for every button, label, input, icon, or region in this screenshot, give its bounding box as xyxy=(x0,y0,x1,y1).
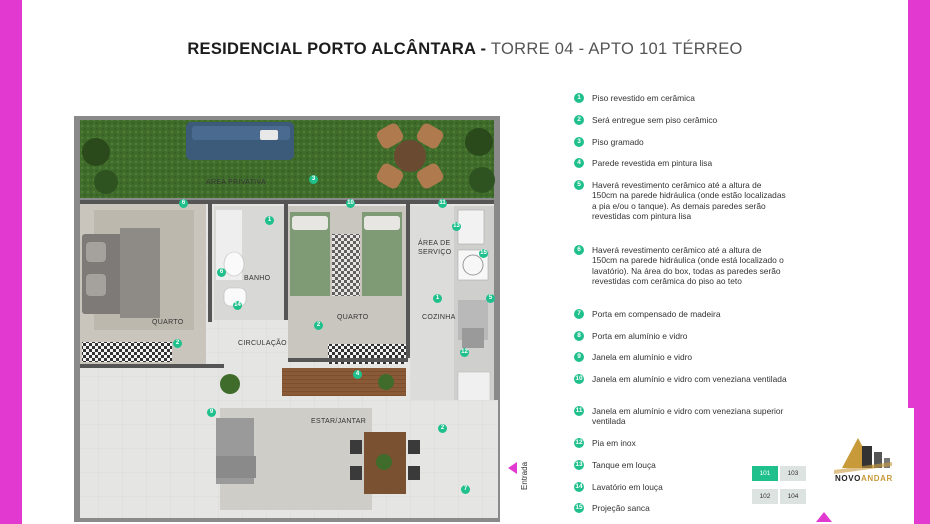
plan-marker: 13 xyxy=(453,223,460,229)
plan-marker: 11 xyxy=(439,200,446,206)
label-quarto-1: QUARTO xyxy=(152,319,184,326)
rug-icon xyxy=(332,234,360,296)
unit-102[interactable]: 102 xyxy=(752,489,778,504)
label-estar-jantar: ESTAR/JANTAR xyxy=(311,418,367,425)
plan-marker: 2 xyxy=(173,339,182,348)
label-circulacao: CIRCULAÇÃO xyxy=(238,340,287,347)
page: RESIDENCIAL PORTO ALCÂNTARA - TORRE 04 - APTO 101 TÉRREO AREA PRIVATIVA QUARTO BANHO CIRCULAÇÃO QUARTO ÁREA DE SERVIÇO COZINHA ESTAR/JANTAR 3 6 1 10 11 13 15 5 6 14 2 2 1 12 4 9 2 7 Entrada 1 Piso revestido em cerâmica 2 Será entregue sem piso cerâmico 3 Piso gramado 4 Parede revestida em pintura lisa 5 Haverá revestimento cerâmico até a altura de 150cm na parede hidráulica (onde estão localizadas a pia e/ou o tanque). As demais paredes serão revestidas com pintura lisa 6 Haverá revestimento cerâmico até a altura de 150cm na parede hidráulica (onde está localizado o lavatório). Na área do box, todas as paredes serão revestidas com cerâmica do piso ao teto 7 Porta em compensado de madeira 8 Porta em alumínio e vidro 9 Janela em alumínio e vidro 10 Janela em alumínio e vidro com veneziana ventilada 11 Janela em alumínio e vidro com veneziana superior ventilada 12 Pia em inox 13 Tanque em louça 14 Lavatório em louça 15 Projeção sanca 101 103 102 104 NOVOANDAR xyxy=(0,0,930,524)
logo-card xyxy=(812,408,914,524)
plant-icon xyxy=(220,374,240,394)
label-banho: BANHO xyxy=(244,275,271,282)
logo-part-2: ANDAR xyxy=(860,474,893,483)
plan-marker: 1 xyxy=(433,294,442,303)
left-pink-border xyxy=(0,0,22,524)
logo-text xyxy=(835,474,893,483)
sink-icon xyxy=(462,328,484,348)
label-area-servico-1: ÁREA DE xyxy=(418,240,451,247)
unit-103[interactable]: 103 xyxy=(780,466,806,481)
plan-marker: 4 xyxy=(353,370,362,379)
label-cozinha: COZINHA xyxy=(422,314,456,321)
floor-plan xyxy=(74,112,500,522)
novoandar-logo-icon xyxy=(812,408,914,478)
plan-marker: 10 xyxy=(347,200,354,206)
plan-marker: 1 xyxy=(265,216,274,225)
wardrobe-icon xyxy=(82,342,172,362)
plan-marker: 2 xyxy=(438,424,447,433)
plan-marker: 7 xyxy=(461,485,470,494)
plan-marker: 3 xyxy=(309,175,318,184)
plan-marker: 5 xyxy=(486,294,495,303)
label-quarto-2: QUARTO xyxy=(337,314,369,321)
unit-selector xyxy=(752,466,808,506)
pink-triangle-icon xyxy=(816,512,832,522)
label-area-privativa: AREA PRIVATIVA xyxy=(206,179,266,186)
entrance-label: Entrada xyxy=(520,461,529,490)
plan-marker: 15 xyxy=(480,250,487,256)
plan-marker: 14 xyxy=(234,302,241,308)
unit-101[interactable]: 101 xyxy=(752,466,778,481)
entrance-arrow-icon xyxy=(508,462,517,474)
logo-part-1: NOVO xyxy=(835,474,861,483)
garden-table-icon xyxy=(394,140,426,172)
plan-marker: 9 xyxy=(207,408,216,417)
plan-marker: 6 xyxy=(217,268,226,277)
title-bold: RESIDENCIAL PORTO ALCÂNTARA - xyxy=(187,40,487,58)
plan-marker: 12 xyxy=(461,349,468,355)
unit-104[interactable]: 104 xyxy=(780,489,806,504)
page-title xyxy=(0,40,930,59)
label-area-servico-2: SERVIÇO xyxy=(418,249,452,256)
title-light: TORRE 04 - APTO 101 TÉRREO xyxy=(490,40,743,58)
tank-icon xyxy=(458,210,484,244)
garden-plant-icon xyxy=(82,138,110,166)
plan-marker: 2 xyxy=(314,321,323,330)
plan-marker: 6 xyxy=(179,199,188,208)
toilet-icon xyxy=(224,252,244,276)
